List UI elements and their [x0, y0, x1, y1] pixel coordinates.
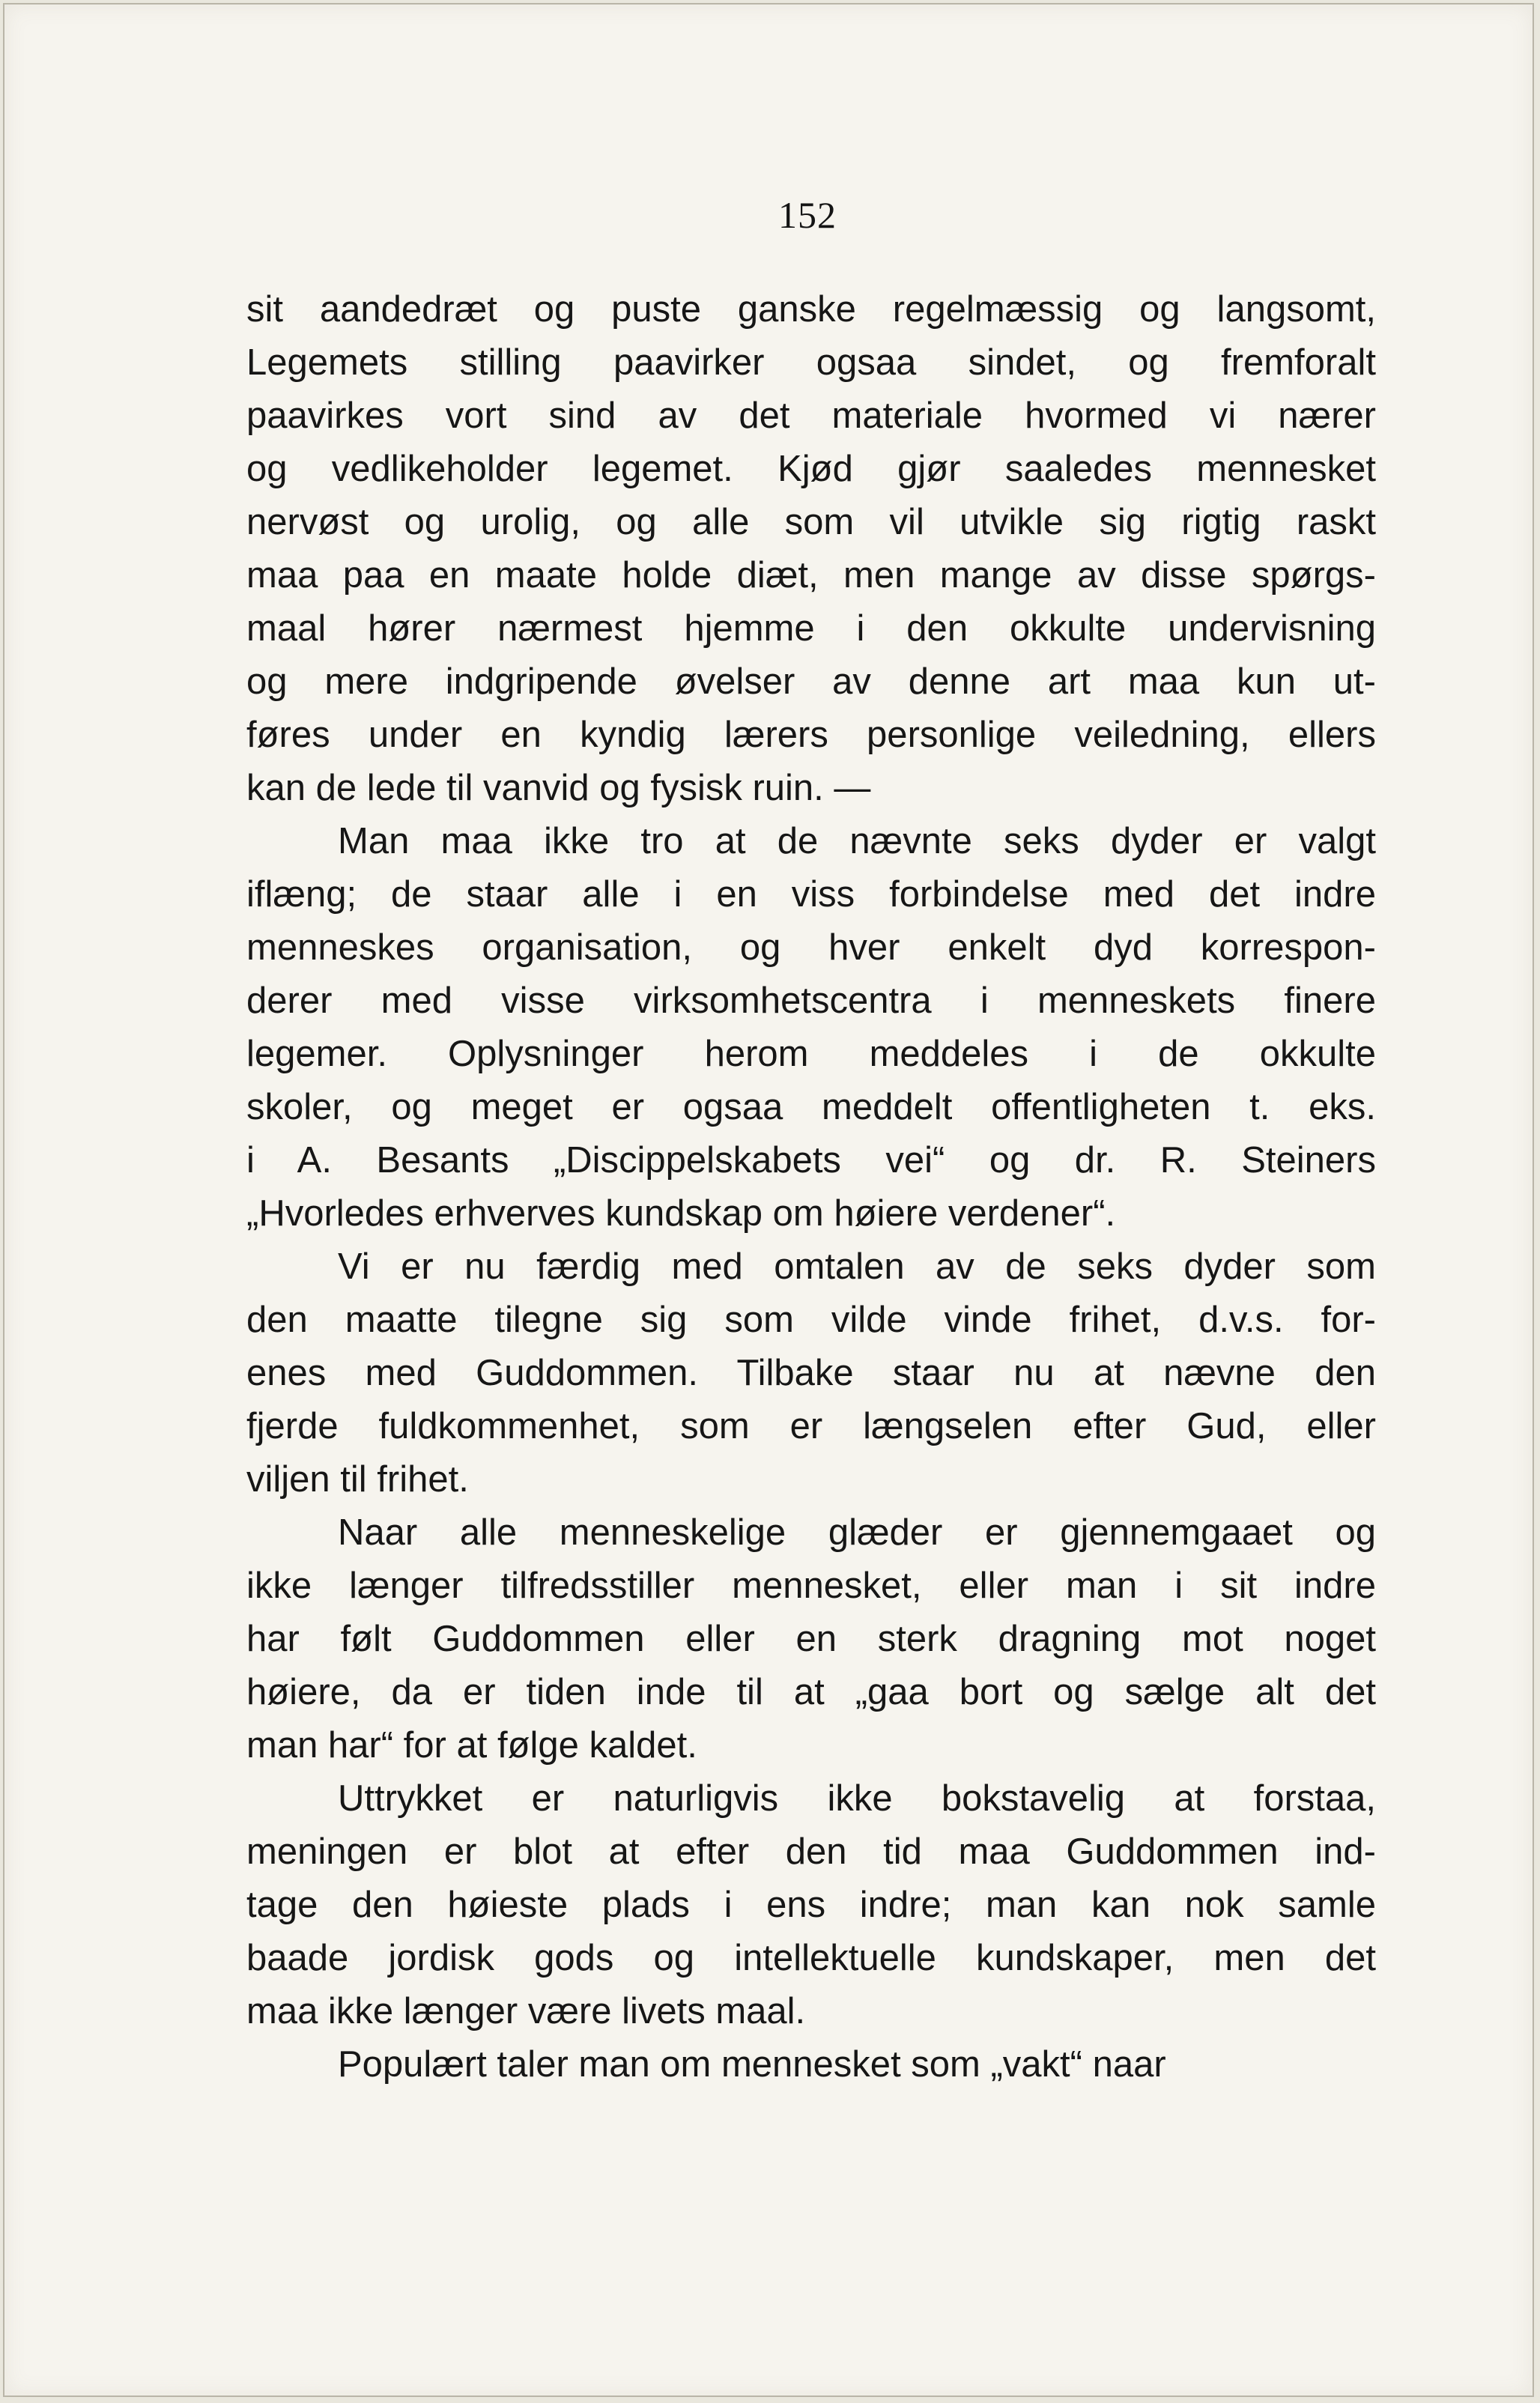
text-line: Populært taler man om mennesket som „vakt“ naar: [338, 2044, 1166, 2085]
text-line: meningen er blot at efter den tid maa Guddommen ind-: [246, 1831, 1376, 1872]
text-line: derer med visse virksomhetscentra i menneskets finere: [246, 981, 1376, 1021]
text-line: iflæng; de staar alle i en viss forbindelse med det indre: [246, 874, 1376, 915]
text-line: fjerde fuldkommenhet, som er længselen efter Gud, eller: [246, 1406, 1376, 1446]
text-line: legemer. Oplysninger herom meddeles i de okkulte: [246, 1034, 1376, 1074]
text-line: skoler, og meget er ogsaa meddelt offentligheten t. eks.: [246, 1087, 1376, 1127]
paragraph: [246, 1772, 1376, 2038]
text-line: Uttrykket er naturligvis ikke bokstavelig at forstaa,: [338, 1778, 1376, 1819]
text-line: sit aandedræt og puste ganske regelmæssig og langsomt,: [246, 289, 1376, 330]
text-line: enes med Guddommen. Tilbake staar nu at nævne den: [246, 1353, 1376, 1393]
text-line: „Hvorledes erhverves kundskap om høiere verdener“.: [246, 1193, 1116, 1234]
paragraph: [246, 815, 1376, 1240]
text-line: ikke længer tilfredsstiller mennesket, eller man i sit indre: [246, 1566, 1376, 1606]
text-line: føres under en kyndig lærers personlige veiledning, ellers: [246, 715, 1376, 755]
text-line: høiere, da er tiden inde til at „gaa bort og sælge alt det: [246, 1672, 1376, 1712]
text-line: den maatte tilegne sig som vilde vinde frihet, d.v.s. for-: [246, 1300, 1376, 1340]
text-line: man har“ for at følge kaldet.: [246, 1725, 697, 1766]
text-line: i A. Besants „Discippelskabets vei“ og dr. R. Steiners: [246, 1140, 1376, 1181]
text-line: paavirkes vort sind av det materiale hvormed vi nærer: [246, 396, 1376, 436]
text-line: Naar alle menneskelige glæder er gjennemgaaet og: [338, 1512, 1376, 1553]
text-line: maal hører nærmest hjemme i den okkulte undervisning: [246, 608, 1376, 649]
text-line: og mere indgripende øvelser av denne art maa kun ut-: [246, 661, 1376, 702]
text-line: viljen til frihet.: [246, 1459, 469, 1500]
text-line: maa paa en maate holde diæt, men mange av disse spørgs-: [246, 555, 1376, 596]
text-line: tage den høieste plads i ens indre; man kan nok samle: [246, 1885, 1376, 1925]
text-line: kan de lede til vanvid og fysisk ruin. —: [246, 768, 871, 808]
text-line: har følt Guddommen eller en sterk dragning mot noget: [246, 1619, 1376, 1659]
page-number: 152: [778, 194, 837, 236]
text-line: menneskes organisation, og hver enkelt dyd korrespon-: [246, 927, 1376, 968]
paragraph: [246, 1506, 1376, 1772]
text-line: Man maa ikke tro at de nævnte seks dyder er valgt: [338, 821, 1376, 861]
paragraph: [246, 2038, 1376, 2091]
text-line: Vi er nu færdig med omtalen av de seks dyder som: [338, 1246, 1376, 1287]
text-line: nervøst og urolig, og alle som vil utvikle sig rigtig raskt: [246, 502, 1376, 542]
text-line: og vedlikeholder legemet. Kjød gjør saaledes mennesket: [246, 449, 1376, 489]
body-text: [246, 283, 1376, 2091]
paragraph: [246, 283, 1376, 815]
text-line: maa ikke længer være livets maal.: [246, 1991, 806, 2031]
text-line: Legemets stilling paavirker ogsaa sindet, og fremforalt: [246, 342, 1376, 383]
book-page: [3, 3, 1534, 2397]
paragraph: [246, 1240, 1376, 1506]
text-line: baade jordisk gods og intellektuelle kundskaper, men det: [246, 1938, 1376, 1978]
